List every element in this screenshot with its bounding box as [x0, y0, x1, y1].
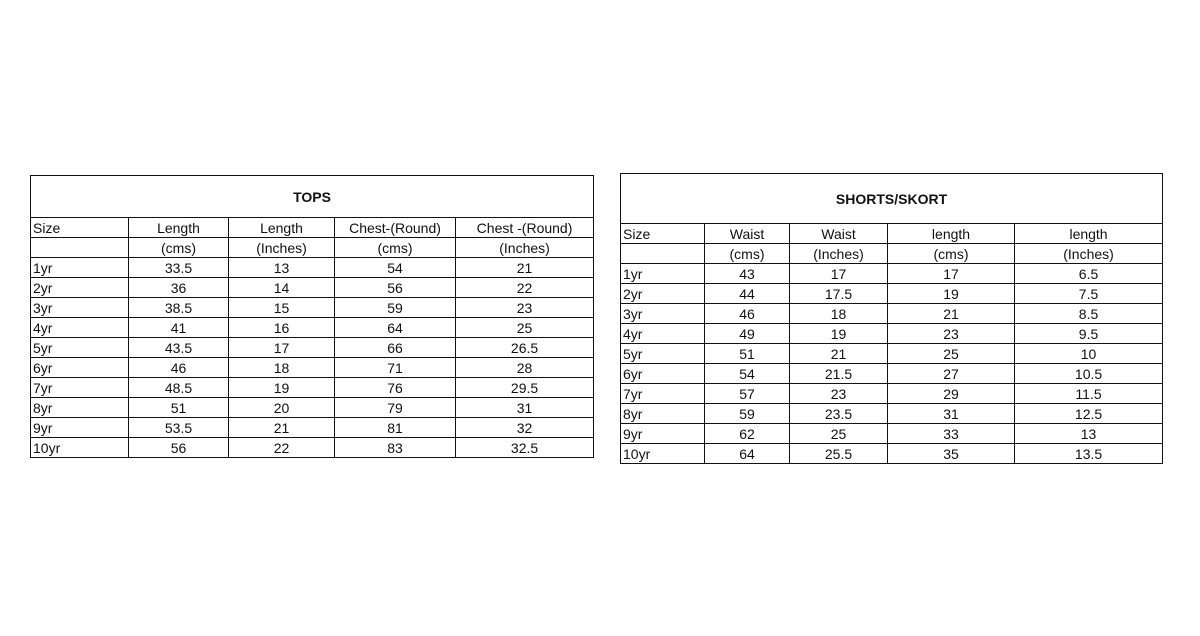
table-row [621, 324, 1163, 344]
measurement-value: 14 [229, 278, 335, 298]
column-header: Waist [790, 224, 888, 244]
measurement-value: 59 [705, 404, 790, 424]
measurement-value: 33.5 [129, 258, 229, 278]
measurement-value: 29 [888, 384, 1015, 404]
measurement-value: 12.5 [1015, 404, 1163, 424]
measurement-value: 54 [705, 364, 790, 384]
measurement-value: 64 [335, 318, 456, 338]
measurement-value: 17 [888, 264, 1015, 284]
measurement-value: 79 [335, 398, 456, 418]
shorts-title-row [621, 174, 1163, 224]
column-unit: (cms) [129, 238, 229, 258]
measurement-value: 53.5 [129, 418, 229, 438]
column-header: length [888, 224, 1015, 244]
size-label: 7yr [621, 384, 705, 404]
measurement-value: 20 [229, 398, 335, 418]
size-label: 9yr [621, 424, 705, 444]
measurement-value: 23 [790, 384, 888, 404]
size-label: 3yr [621, 304, 705, 324]
measurement-value: 9.5 [1015, 324, 1163, 344]
column-unit: (cms) [335, 238, 456, 258]
column-header: Waist [705, 224, 790, 244]
measurement-value: 51 [129, 398, 229, 418]
column-unit: (Inches) [456, 238, 594, 258]
size-label: 8yr [621, 404, 705, 424]
measurement-value: 51 [705, 344, 790, 364]
measurement-value: 25 [888, 344, 1015, 364]
measurement-value: 19 [229, 378, 335, 398]
shorts-skort-size-table [620, 173, 1163, 464]
measurement-value: 29.5 [456, 378, 594, 398]
shorts-table-title: SHORTS/SKORT [621, 174, 1163, 224]
table-row [621, 384, 1163, 404]
size-label: 10yr [621, 444, 705, 464]
measurement-value: 25 [456, 318, 594, 338]
measurement-value: 43 [705, 264, 790, 284]
table-row [31, 378, 594, 398]
size-label: 1yr [621, 264, 705, 284]
column-header: Size [31, 218, 129, 238]
size-label: 4yr [621, 324, 705, 344]
measurement-value: 7.5 [1015, 284, 1163, 304]
table-row [31, 258, 594, 278]
table-row [31, 398, 594, 418]
measurement-value: 59 [335, 298, 456, 318]
measurement-value: 10 [1015, 344, 1163, 364]
measurement-value: 43.5 [129, 338, 229, 358]
measurement-value: 21 [888, 304, 1015, 324]
column-header: length [1015, 224, 1163, 244]
measurement-value: 31 [888, 404, 1015, 424]
measurement-value: 13 [229, 258, 335, 278]
tops-table-title: TOPS [31, 176, 594, 218]
measurement-value: 31 [456, 398, 594, 418]
measurement-value: 23 [456, 298, 594, 318]
size-label: 4yr [31, 318, 129, 338]
measurement-value: 13.5 [1015, 444, 1163, 464]
table-row [621, 284, 1163, 304]
size-label: 9yr [31, 418, 129, 438]
size-label: 2yr [621, 284, 705, 304]
measurement-value: 56 [335, 278, 456, 298]
table-row [31, 318, 594, 338]
measurement-value: 64 [705, 444, 790, 464]
measurement-value: 11.5 [1015, 384, 1163, 404]
column-unit: (Inches) [1015, 244, 1163, 264]
measurement-value: 35 [888, 444, 1015, 464]
measurement-value: 71 [335, 358, 456, 378]
measurement-value: 17 [790, 264, 888, 284]
size-label: 3yr [31, 298, 129, 318]
measurement-value: 23 [888, 324, 1015, 344]
column-header: Size [621, 224, 705, 244]
table-row [621, 264, 1163, 284]
column-header: Length [129, 218, 229, 238]
tops-header-row [31, 218, 594, 238]
measurement-value: 44 [705, 284, 790, 304]
size-label: 2yr [31, 278, 129, 298]
measurement-value: 26.5 [456, 338, 594, 358]
measurement-value: 16 [229, 318, 335, 338]
measurement-value: 48.5 [129, 378, 229, 398]
measurement-value: 23.5 [790, 404, 888, 424]
tops-size-table [30, 175, 594, 458]
measurement-value: 22 [229, 438, 335, 458]
measurement-value: 15 [229, 298, 335, 318]
table-row [621, 344, 1163, 364]
measurement-value: 21 [790, 344, 888, 364]
measurement-value: 25 [790, 424, 888, 444]
size-label: 7yr [31, 378, 129, 398]
measurement-value: 46 [129, 358, 229, 378]
measurement-value: 76 [335, 378, 456, 398]
table-row [31, 278, 594, 298]
measurement-value: 8.5 [1015, 304, 1163, 324]
measurement-value: 62 [705, 424, 790, 444]
measurement-value: 19 [888, 284, 1015, 304]
table-row [31, 338, 594, 358]
measurement-value: 18 [790, 304, 888, 324]
column-unit [31, 238, 129, 258]
measurement-value: 81 [335, 418, 456, 438]
column-unit: (cms) [705, 244, 790, 264]
measurement-value: 28 [456, 358, 594, 378]
table-row [31, 358, 594, 378]
column-header: Chest-(Round) [335, 218, 456, 238]
shorts-units-row [621, 244, 1163, 264]
size-label: 6yr [621, 364, 705, 384]
measurement-value: 22 [456, 278, 594, 298]
size-label: 6yr [31, 358, 129, 378]
table-row [621, 364, 1163, 384]
table-row [31, 298, 594, 318]
measurement-value: 41 [129, 318, 229, 338]
tops-units-row [31, 238, 594, 258]
measurement-value: 10.5 [1015, 364, 1163, 384]
table-row [621, 424, 1163, 444]
column-unit: (Inches) [229, 238, 335, 258]
measurement-value: 25.5 [790, 444, 888, 464]
measurement-value: 27 [888, 364, 1015, 384]
measurement-value: 21 [229, 418, 335, 438]
table-row [31, 438, 594, 458]
measurement-value: 13 [1015, 424, 1163, 444]
measurement-value: 6.5 [1015, 264, 1163, 284]
measurement-value: 21.5 [790, 364, 888, 384]
table-row [621, 404, 1163, 424]
measurement-value: 54 [335, 258, 456, 278]
column-header: Length [229, 218, 335, 238]
shorts-header-row [621, 224, 1163, 244]
table-row [621, 304, 1163, 324]
measurement-value: 49 [705, 324, 790, 344]
measurement-value: 83 [335, 438, 456, 458]
measurement-value: 17.5 [790, 284, 888, 304]
size-label: 5yr [621, 344, 705, 364]
measurement-value: 36 [129, 278, 229, 298]
size-label: 8yr [31, 398, 129, 418]
measurement-value: 33 [888, 424, 1015, 444]
size-label: 1yr [31, 258, 129, 278]
column-header: Chest -(Round) [456, 218, 594, 238]
measurement-value: 19 [790, 324, 888, 344]
table-row [621, 444, 1163, 464]
measurement-value: 18 [229, 358, 335, 378]
measurement-value: 21 [456, 258, 594, 278]
measurement-value: 17 [229, 338, 335, 358]
size-label: 10yr [31, 438, 129, 458]
measurement-value: 46 [705, 304, 790, 324]
measurement-value: 32 [456, 418, 594, 438]
column-unit: (Inches) [790, 244, 888, 264]
measurement-value: 56 [129, 438, 229, 458]
measurement-value: 57 [705, 384, 790, 404]
tops-title-row [31, 176, 594, 218]
column-unit: (cms) [888, 244, 1015, 264]
size-label: 5yr [31, 338, 129, 358]
measurement-value: 66 [335, 338, 456, 358]
table-row [31, 418, 594, 438]
measurement-value: 38.5 [129, 298, 229, 318]
column-unit [621, 244, 705, 264]
measurement-value: 32.5 [456, 438, 594, 458]
